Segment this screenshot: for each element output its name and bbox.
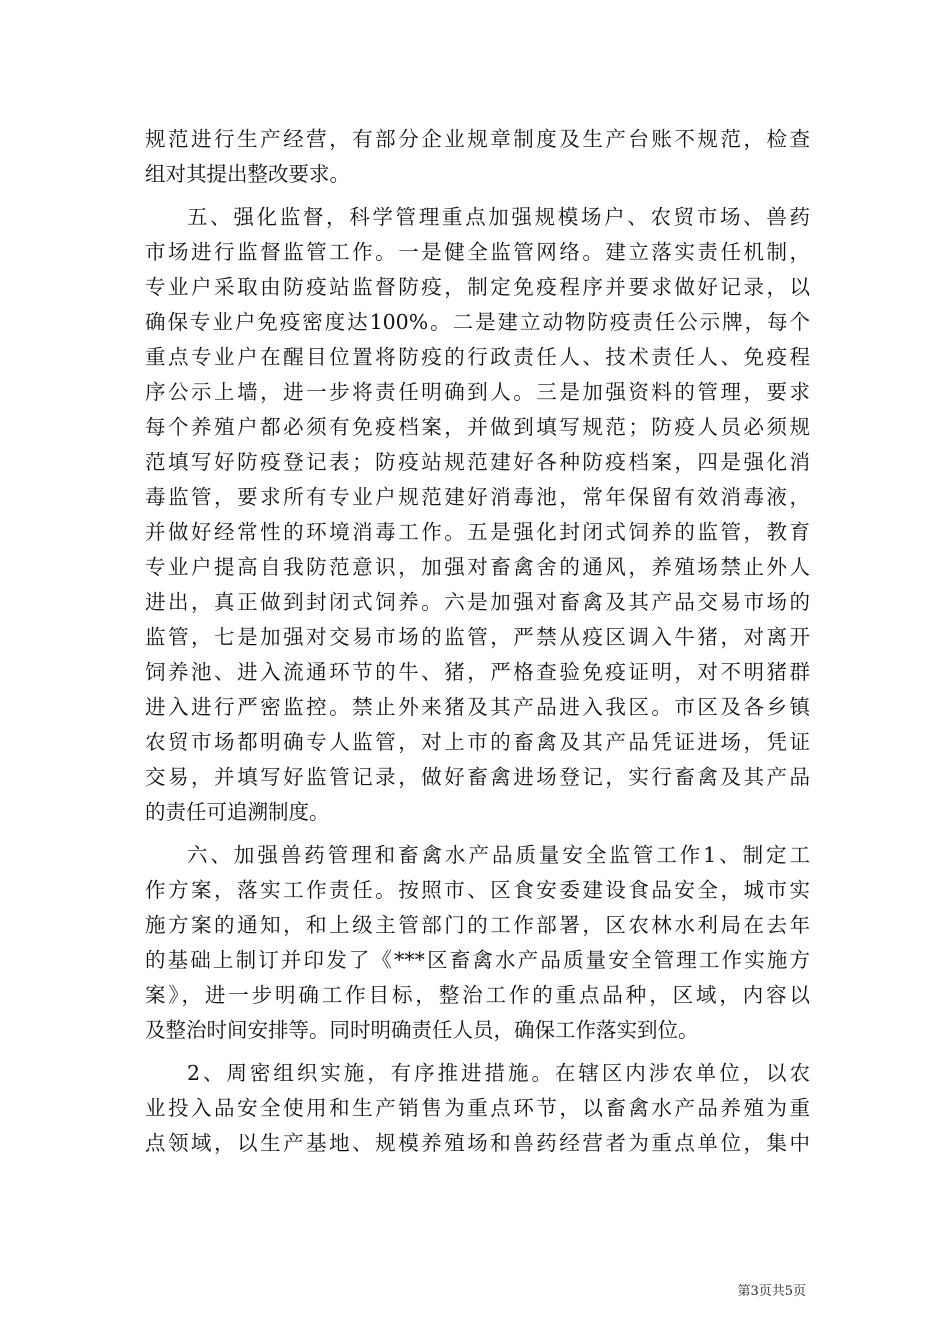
text-line: 规范进行生产经营，有部分企业规章制度及生产台账不规范，检查 (145, 127, 810, 151)
text-line: 重点专业户在醒目位置将防疫的行政责任人、技术责任人、免疫程 (145, 345, 810, 369)
text-line: 交易，并填写好监管记录，做好畜禽进场登记，实行畜禽及其产品 (145, 765, 810, 789)
text-line: 2、周密组织实施，有序推进措施。在辖区内涉农单位，以农 (187, 1061, 810, 1085)
paragraph-3 (145, 838, 810, 1048)
text-line: 点领域，以生产基地、规模养殖场和兽药经营者为重点单位，集中 (145, 1131, 810, 1155)
text-line: 每个养殖户都必须有免疫档案，并做到填写规范；防疫人员必须规 (145, 415, 810, 439)
document-body (145, 122, 810, 1169)
text-line: 进出，真正做到封闭式饲养。六是加强对畜禽及其产品交易市场的 (145, 590, 810, 614)
text-line: 毒监管，要求所有专业户规范建好消毒池，常年保留有效消毒液， (145, 485, 810, 509)
text-line: 专业户采取由防疫站监督防疫，制定免疫程序并要求做好记录，以 (145, 275, 810, 299)
text-line: 并做好经常性的环境消毒工作。五是强化封闭式饲养的监管，教育 (145, 520, 810, 544)
text-line: 的责任可追溯制度。 (145, 800, 330, 824)
text-line: 六、加强兽药管理和畜禽水产品质量安全监管工作1、制定工 (187, 843, 810, 867)
text-line: 五、强化监督，科学管理重点加强规模场户、农贸市场、兽药 (187, 205, 810, 229)
paragraph-2 (145, 200, 810, 830)
text-line: 确保专业户免疫密度达100%。二是建立动物防疫责任公示牌，每个 (145, 310, 810, 334)
text-line: 监管，七是加强对交易市场的监管，严禁从疫区调入牛猪，对离开 (145, 625, 810, 649)
page-number: 第3页共5页 (737, 1284, 806, 1299)
text-line: 业投入品安全使用和生产销售为重点环节，以畜禽水产品养殖为重 (145, 1096, 810, 1120)
text-line: 施方案的通知，和上级主管部门的工作部署，区农林水利局在去年 (145, 913, 810, 937)
text-line: 的基础上制订并印发了《***区畜禽水产品质量安全管理工作实施方 (145, 948, 810, 972)
text-line: 及整治时间安排等。同时明确责任人员，确保工作落实到位。 (145, 1018, 699, 1042)
paragraph-1 (145, 122, 810, 192)
text-line: 组对其提出整改要求。 (145, 162, 350, 186)
text-line: 范填写好防疫登记表；防疫站规范建好各种防疫档案，四是强化消 (145, 450, 810, 474)
text-line: 农贸市场都明确专人监管，对上市的畜禽及其产品凭证进场，凭证 (145, 730, 810, 754)
paragraph-4 (145, 1056, 810, 1161)
text-line: 案》，进一步明确工作目标，整治工作的重点品种，区域，内容以 (145, 983, 810, 1007)
text-line: 序公示上墙，进一步将责任明确到人。三是加强资料的管理，要求 (145, 380, 810, 404)
text-line: 专业户提高自我防范意识，加强对畜禽舍的通风，养殖场禁止外人 (145, 555, 810, 579)
text-line: 市场进行监督监管工作。一是健全监管网络。建立落实责任机制， (145, 240, 810, 264)
text-line: 作方案，落实工作责任。按照市、区食安委建设食品安全，城市实 (145, 878, 810, 902)
text-line: 进入进行严密监控。禁止外来猪及其产品进入我区。市区及各乡镇 (145, 695, 810, 719)
text-line: 饲养池、进入流通环节的牛、猪，严格查验免疫证明，对不明猪群 (145, 660, 810, 684)
